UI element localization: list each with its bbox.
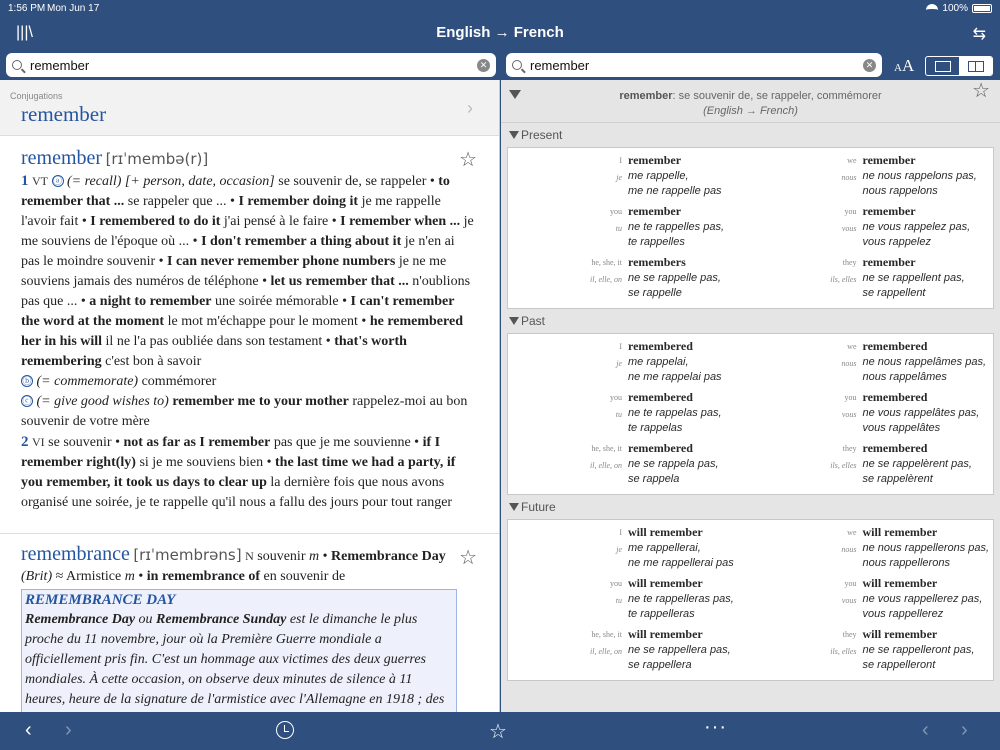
phrase: a night to remember (89, 294, 212, 309)
english-pronoun: you (844, 579, 857, 588)
dictionary-pane[interactable] (0, 80, 500, 712)
french-form-negative: se rappelle (628, 287, 682, 299)
forms-column (863, 203, 994, 254)
conjugation-cell (508, 575, 751, 626)
entry-remembrance: ☆ remembrance [rɪˈmembrəns] N souvenir m • Remembrance Day (Brit) ≈ Armistice m • in remembrance of en souvenir de REMEMBRANCE DAY Remembrance Day ou Remembrance Sunday est le dimanche le plus proche du 11 novembre, jour où la Première Guerre mondiale a officiellement pris fin. C'est un hommage aux victimes des deux guerres mondiales. À cette occasion, on observe deux minutes de silence à 11 heures, heure de la signature de l'armistice avec l'Allemagne en 1918 ; des (0, 534, 499, 712)
tense-header-future[interactable]: Future (501, 495, 1000, 515)
pronoun-column (508, 203, 628, 254)
english-form: remembered (862, 339, 928, 353)
english-form: remembered (628, 339, 693, 353)
forms-column (628, 203, 751, 254)
conjugations-link[interactable] (0, 80, 499, 136)
collapse-icon[interactable] (509, 90, 521, 99)
phrase: that's worth remembering (21, 334, 407, 369)
translation: en souvenir de (260, 569, 346, 584)
search-bar-left[interactable] (6, 53, 496, 77)
search-icon (12, 60, 22, 70)
battery-icon (972, 4, 992, 13)
tense-header-present[interactable]: Present (501, 123, 1000, 143)
french-form: ne nous rappelâmes pas, (862, 356, 987, 368)
french-form: ne nous rappellerons pas, (862, 542, 990, 554)
translation: une soirée mémorable (211, 294, 339, 309)
font-size-icon[interactable]: AA (894, 56, 915, 75)
subsense-marker: ⓒ (22, 396, 32, 406)
french-pronoun: il, elle, on (590, 461, 622, 470)
search-input-right[interactable] (530, 58, 863, 73)
tense-header-past[interactable]: Past (501, 309, 1000, 329)
conjugation-row (508, 254, 993, 305)
summary-direction: (English → French) (703, 105, 798, 117)
conjugation-cell (508, 254, 751, 305)
french-pronoun: je (616, 545, 622, 554)
forms-column (863, 389, 994, 440)
french-pronoun: tu (615, 596, 622, 605)
conjugation-cell (508, 389, 751, 440)
french-form-negative: nous rappelâmes (862, 371, 947, 383)
english-pronoun: I (619, 528, 622, 537)
french-form: ne se rappelle pas, (628, 272, 721, 284)
french-form: ne se rappelèrent pas, (862, 458, 972, 470)
pronoun-column (508, 389, 628, 440)
ellipsis-icon[interactable]: ··· (704, 716, 727, 738)
translation: pas que je me souvienne (270, 435, 411, 450)
english-pronoun: we (847, 156, 857, 165)
battery-percent: 100% (942, 3, 968, 14)
search-icon (512, 60, 522, 70)
clear-icon[interactable]: ✕ (863, 59, 876, 72)
forms-column (863, 152, 994, 203)
forms-column (863, 338, 994, 389)
translation: il ne l'a pas oubliée dans son testament (102, 334, 323, 349)
conjugation-cell (508, 338, 751, 389)
phrase: not as far as I remember (123, 435, 271, 450)
french-pronoun: ils, elles (830, 461, 857, 470)
english-pronoun: he, she, it (591, 444, 622, 453)
conjugation-cell (751, 389, 994, 440)
pronoun-column (508, 440, 628, 491)
english-form: remembered (628, 441, 693, 455)
english-form: remembers (628, 255, 686, 269)
conjugation-cell (751, 254, 994, 305)
conjugation-cell (508, 440, 751, 491)
sense-number: 2 (21, 434, 29, 450)
conjugation-cell (508, 203, 751, 254)
chevron-right-icon[interactable]: › (65, 719, 72, 741)
english-form: remembered (862, 441, 928, 455)
gloss: (= commemorate) (36, 374, 139, 389)
gender: m (124, 569, 135, 584)
conjugation-cell (751, 626, 994, 677)
gloss: (= recall) (67, 174, 122, 189)
forms-column (628, 440, 751, 491)
english-pronoun: we (847, 528, 857, 537)
pronoun-column (751, 626, 863, 677)
french-pronoun: ils, elles (830, 647, 857, 656)
translation: rappelez-moi au bon souvenir de votre mère (21, 394, 468, 429)
french-pronoun: tu (615, 410, 622, 419)
english-pronoun: they (842, 630, 857, 639)
pronoun-column (508, 152, 628, 203)
french-form: ne vous rappelez pas, (862, 221, 971, 233)
forms-column (863, 524, 994, 575)
french-form: ne se rappellera pas, (628, 644, 731, 656)
subsense-b (21, 372, 475, 392)
subsense-marker: ⓐ (52, 176, 62, 186)
english-form: will remember (862, 627, 938, 641)
conjugation-cell (751, 440, 994, 491)
star-icon[interactable]: ☆ (972, 80, 990, 102)
forms-column (628, 389, 751, 440)
part-of-speech: N (245, 549, 254, 563)
part-of-speech: VI (32, 435, 45, 449)
english-pronoun: you (610, 579, 622, 588)
translation: je me rappelle l'avoir fait (21, 194, 441, 229)
pronunciation: [rɪˈmembə(r)] (105, 150, 209, 168)
phrase: he remembered her in his will (21, 314, 463, 349)
conjugation-row (508, 575, 993, 626)
phrase: the last time we had a party, if you remember, it took us days to clear up (21, 455, 456, 490)
english-pronoun: I (619, 342, 622, 351)
pronoun-column (751, 338, 863, 389)
french-pronoun: il, elle, on (590, 275, 622, 284)
phrase: Remembrance Day (25, 612, 136, 627)
french-form-negative: nous rappelons (862, 185, 938, 197)
translation: le mot m'échappe pour le moment (164, 314, 358, 329)
forms-column (863, 440, 994, 491)
conjugation-cell (508, 626, 751, 677)
english-form: remembered (628, 390, 693, 404)
tense-table (507, 333, 994, 495)
chevron-left-icon[interactable]: ‹ (25, 719, 32, 741)
french-form-negative: se rappellera (628, 659, 692, 671)
french-form: ne se rappellent pas, (862, 272, 965, 284)
conjugation-cell (751, 524, 994, 575)
conjugation-row (508, 152, 993, 203)
french-form: ne te rappelas pas, (628, 407, 722, 419)
pronoun-column (751, 389, 863, 440)
summary-text: : se souvenir de, se rappeler, commémorer (672, 90, 882, 102)
french-form-negative: te rappelleras (628, 608, 695, 620)
clock-icon[interactable] (276, 721, 294, 739)
chevron-right-icon: › (467, 98, 473, 118)
french-form: ne te rappelleras pas, (628, 593, 734, 605)
status-time: 1:56 PM (8, 3, 46, 14)
search-input-left[interactable] (30, 58, 477, 73)
clear-icon[interactable]: ✕ (477, 59, 490, 72)
french-form: me rappelai, (628, 356, 689, 368)
pronoun-column (751, 440, 863, 491)
translation: souvenir (253, 549, 309, 564)
french-form-negative: se rappelèrent (862, 473, 933, 485)
english-pronoun: he, she, it (591, 258, 622, 267)
french-pronoun: nous (841, 545, 857, 554)
phrase: to remember that ... (21, 174, 450, 209)
culture-text (25, 610, 450, 712)
conjugations-word: remember (21, 102, 107, 126)
tense-table (507, 519, 994, 681)
french-form-negative: vous rappelez (862, 236, 931, 248)
translation: je n'en ai pas le moindre souvenir (21, 234, 455, 269)
english-pronoun: you (610, 393, 622, 402)
conjugation-cell (751, 338, 994, 389)
conjugation-row (508, 524, 993, 575)
sense-2: 2 VI se souvenir • not as far as I remember pas que je me souvienne • if I remember right(ly) si je me souviens bien • the last time we had a party, if you remember, it took us days to clear up la dernière fois que nous avons organisé une soirée, je te rappelle qu'il nous a fallu des jours pour tout ranger (21, 434, 456, 510)
connector: ou (135, 612, 157, 627)
forms-column (628, 626, 751, 677)
french-form-negative: ne me rappelai pas (628, 371, 722, 383)
pronoun-column (508, 626, 628, 677)
french-form: ne vous rappellerez pas, (862, 593, 983, 605)
culture-title: REMEMBRANCE DAY (25, 592, 176, 608)
status-right (926, 3, 992, 14)
conjugation-cell (751, 152, 994, 203)
english-form: remember (862, 153, 916, 167)
english-pronoun: you (844, 393, 857, 402)
english-form: remember (628, 204, 682, 218)
tense-list (501, 123, 1000, 681)
phrase: let us remember that ... (270, 274, 409, 289)
status-bar (0, 0, 1000, 16)
conjugations-caption: Conjugations (10, 91, 63, 101)
french-pronoun: nous (841, 173, 857, 182)
bottom-toolbar (0, 712, 1000, 750)
conjugation-cell (508, 152, 751, 203)
pronoun-column (751, 524, 863, 575)
french-form-negative: te rappelles (628, 236, 685, 248)
pronoun-column (751, 575, 863, 626)
english-form: will remember (628, 525, 703, 539)
frame: [+ person, date, occasion] (124, 174, 275, 189)
french-pronoun: il, elle, on (590, 647, 622, 656)
english-form: will remember (862, 525, 938, 539)
library-icon[interactable]: |||\ (16, 24, 33, 41)
phrase: Remembrance Day (331, 549, 446, 564)
french-form-negative: se rappellent (862, 287, 926, 299)
conjugation-cell (751, 575, 994, 626)
headword: remembrance (21, 543, 130, 565)
nav-title: English → French (436, 24, 564, 41)
english-form: will remember (862, 576, 938, 590)
pronoun-column (751, 152, 863, 203)
french-form-negative: vous rappellerez (862, 608, 944, 620)
translation: je ne me souviens jamais des numéros de téléphone (21, 254, 447, 289)
french-form-negative: nous rappellerons (862, 557, 950, 569)
split-pane-icon (968, 61, 984, 72)
gloss: (= give good wishes to) (36, 394, 169, 409)
english-pronoun: you (610, 207, 622, 216)
phrase: I can never remember phone numbers (167, 254, 396, 269)
previous-entry-icon[interactable]: ‹ (922, 719, 929, 741)
english-pronoun: they (842, 444, 857, 453)
swap-icon[interactable]: ⇆ (972, 26, 986, 43)
phrase: I remember when ... (340, 214, 461, 229)
french-pronoun: ils, elles (830, 275, 857, 284)
forms-column (863, 575, 994, 626)
english-pronoun: I (619, 156, 622, 165)
phrase: if I remember right(ly) (21, 435, 441, 470)
forms-column (628, 338, 751, 389)
french-pronoun: tu (615, 224, 622, 233)
pronoun-column (508, 254, 628, 305)
single-pane-icon (935, 61, 951, 72)
french-form: ne se rappelleront pas, (862, 644, 975, 656)
culture-body: est le dimanche le plus proche du 11 novembre, jour où la Première Guerre mondiale a officiellement pris fin. C'est un hommage aux victimes des deux guerres mondiales. À cette occasion, on observe deux minutes de silence à 11 heures, heure de la signature de l'armistice avec l'Allemagne en 1918 ; des (25, 612, 445, 707)
french-pronoun: vous (841, 224, 857, 233)
gender: m (308, 549, 320, 564)
conjugation-summary (501, 80, 1000, 123)
summary-word: remember (619, 90, 673, 102)
subsense-marker: ⓑ (22, 376, 32, 386)
translation: si je me souviens bien (135, 455, 264, 470)
conjugation-row (508, 440, 993, 491)
french-form: ne se rappela pas, (628, 458, 719, 470)
phrase: I remember doing it (238, 194, 359, 209)
phrase: remember me to your mother (172, 394, 349, 409)
forms-column (628, 152, 751, 203)
english-form: will remember (628, 576, 703, 590)
top-bar (0, 0, 1000, 80)
forms-column (863, 626, 994, 677)
status-date: Mon Jun 17 (47, 3, 100, 14)
translation: c'est bon à savoir (101, 354, 202, 369)
english-pronoun: they (842, 258, 857, 267)
english-form: remember (862, 255, 916, 269)
french-form-negative: vous rappelâtes (862, 422, 941, 434)
french-pronoun: vous (841, 596, 857, 605)
subsense-c (21, 392, 475, 432)
phrase: I don't remember a thing about it (201, 234, 402, 249)
pronoun-column (751, 203, 863, 254)
french-form-negative: me ne rappelle pas (628, 185, 722, 197)
search-bar-right[interactable] (506, 53, 882, 77)
pronunciation: [rɪˈmembrəns] (133, 546, 242, 564)
culture-note (21, 589, 457, 712)
headword: remember (21, 147, 103, 169)
french-form: me rappelle, (628, 170, 689, 182)
phrase: Remembrance Sunday (156, 612, 287, 627)
french-pronoun: nous (841, 359, 857, 368)
translation: je me souviens de l'époque où ... (21, 214, 474, 249)
forms-column (863, 254, 994, 305)
english-form: will remember (628, 627, 703, 641)
french-form-negative: te rappelas (628, 422, 683, 434)
french-form: ne nous rappelons pas, (862, 170, 977, 182)
layout-toggle[interactable] (925, 56, 993, 76)
translation: ≈ Armistice (52, 569, 125, 584)
pronoun-column (751, 254, 863, 305)
pronoun-column (508, 338, 628, 389)
french-form: me rappellerai, (628, 542, 701, 554)
conjugation-cell (508, 524, 751, 575)
single-pane-button[interactable] (926, 57, 959, 75)
conjugation-pane[interactable] (501, 80, 1000, 712)
translation: se rappeler que ... (124, 194, 227, 209)
conjugation-row (508, 389, 993, 440)
phrase: I can't remember the word at the moment (21, 294, 455, 329)
tense-table (507, 147, 994, 309)
english-pronoun: he, she, it (591, 630, 622, 639)
french-form: ne vous rappelâtes pas, (862, 407, 980, 419)
sense-1: 1 VT ⓐ (= recall) [+ person, date, occasion] se souvenir de, se rappeler • to remember that ... se rappeler que ... • I remember doing it je me rappelle l'avoir fait • I remembered to do it j'ai pensé à le faire • I remember when ... je me souviens de l'époque où ... • I don't remember a thing about it je n'en ai pas le moindre souvenir • I can never remember phone numbers je ne me souviens jamais des numéros de téléphone • let us remember that ... n'oublions pas que ... • a night to remember une soirée mémorable • I can't remember the word at the moment le mot m'échappe pour le moment • he remembered her in his will il ne l'a pas oubliée dans son testament • that's worth remembering c'est bon à savoir (21, 173, 474, 369)
forms-column (628, 254, 751, 305)
english-form: remembered (862, 390, 928, 404)
wifi-icon (926, 4, 938, 13)
forms-column (628, 524, 751, 575)
conjugation-row (508, 203, 993, 254)
pronoun-column (508, 524, 628, 575)
part-of-speech: VT (32, 174, 48, 188)
english-form: remember (628, 153, 682, 167)
phrase: in remembrance of (146, 569, 261, 584)
translation: n'oublions pas que ... (21, 274, 471, 309)
entry-remember (0, 136, 499, 513)
split-pane-button[interactable] (959, 57, 992, 75)
phrase: I remembered to do it (90, 214, 221, 229)
translation: se souvenir (44, 435, 112, 450)
english-pronoun: we (847, 342, 857, 351)
next-entry-icon[interactable]: › (961, 719, 968, 741)
star-icon[interactable]: ☆ (459, 149, 477, 171)
french-form-negative: se rappela (628, 473, 680, 485)
english-form: remember (862, 204, 916, 218)
conjugation-row (508, 338, 993, 389)
star-icon[interactable]: ☆ (489, 721, 507, 743)
forms-column (628, 575, 751, 626)
french-pronoun: je (616, 359, 622, 368)
french-form: ne te rappelles pas, (628, 221, 725, 233)
gloss: (Brit) (21, 569, 53, 584)
pronoun-column (508, 575, 628, 626)
french-form-negative: ne me rappellerai pas (628, 557, 734, 569)
french-pronoun: je (616, 173, 622, 182)
translation: se souvenir de, se rappeler (274, 174, 427, 189)
translation: commémorer (138, 374, 217, 389)
translation: j'ai pensé à le faire (220, 214, 329, 229)
translation: la dernière fois que nous avons organisé une soirée, je te rappelle qu'il nous a fallu des jours pour tout ranger (21, 475, 453, 510)
star-icon[interactable]: ☆ (459, 547, 477, 569)
french-pronoun: vous (841, 410, 857, 419)
conjugation-cell (751, 203, 994, 254)
sense-number: 1 (21, 173, 29, 189)
french-form-negative: se rappelleront (862, 659, 936, 671)
english-pronoun: you (844, 207, 857, 216)
conjugation-row (508, 626, 993, 677)
